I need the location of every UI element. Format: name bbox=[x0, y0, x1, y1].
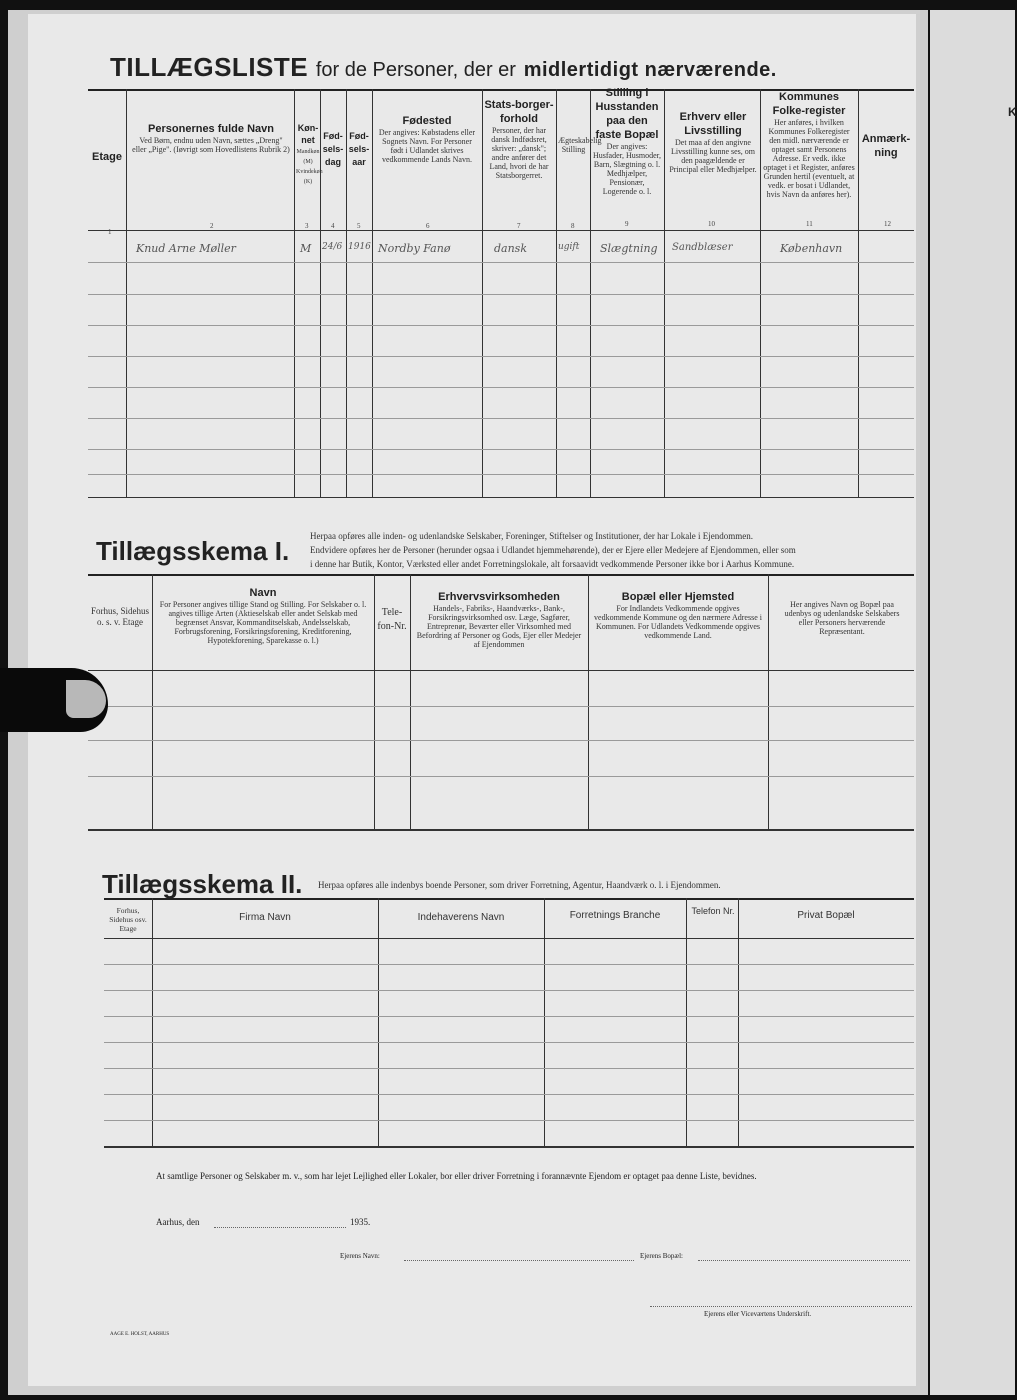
s1-col-sep bbox=[152, 574, 153, 829]
t1-col-sep bbox=[482, 89, 483, 497]
s2-row-line bbox=[104, 1042, 914, 1043]
hw-year: 1916 bbox=[348, 242, 371, 252]
t1-colnum: 2 bbox=[210, 222, 214, 230]
page-title bbox=[110, 52, 777, 83]
s2-col-sep bbox=[152, 898, 153, 1146]
skema1-text2: Endvidere opføres her de Personer (herunder ogsaa i Udlandet hjemmehørende), der er Ejere eller Medejere af Ejendommen, eller som bbox=[310, 545, 796, 555]
s2-col-phone: Telefon Nr. bbox=[691, 906, 735, 916]
signature-line bbox=[650, 1306, 912, 1307]
s1-col-phone: Tele-fon-Nr. bbox=[377, 607, 407, 632]
right-page bbox=[930, 10, 1015, 1395]
t1-row-line bbox=[88, 474, 914, 475]
s2-row-line bbox=[104, 1016, 914, 1017]
s2-header-rule bbox=[104, 938, 914, 939]
skema1-text3: i denne har Butik, Kontor, Værksted eller andet Forretningslokale, alt forsaavidt vedkommende Personer ikke bor i Aarhus Kommune. bbox=[310, 559, 795, 569]
t1-col-occupation: Erhverv eller Livsstilling Det maa af den angivne Livsstilling kunne ses, om den paagældende er Principal eller Medhjælper. bbox=[669, 111, 757, 174]
signature-label: Ejerens eller Viceværtens Underskrift. bbox=[704, 1310, 812, 1318]
skema2-title: Tillægsskema II. bbox=[102, 869, 303, 899]
t1-header-rule bbox=[88, 230, 914, 231]
owner-address-line bbox=[698, 1260, 910, 1261]
s2-col-branch: Forretnings Branche bbox=[569, 910, 661, 921]
title-bold: midlertidigt nærværende. bbox=[523, 59, 777, 81]
s1-col-sep bbox=[374, 574, 375, 829]
s2-row-line bbox=[104, 1120, 914, 1121]
t1-row-line bbox=[88, 294, 914, 295]
footer-place: Aarhus, den bbox=[156, 1217, 200, 1227]
t1-colnum: 5 bbox=[357, 222, 361, 230]
hw-name: Knud Arne Møller bbox=[136, 242, 236, 255]
s1-col-floor: Forhus, Sidehus o. s. v. Etage bbox=[90, 606, 149, 627]
t1-col-household: Stilling i Husstanden paa den faste Bopæl Der angives: Husfader, Husmoder, Barn, Slægtning o. l. Medhjælper, Pensionær, Logerende o. l. bbox=[592, 87, 661, 196]
s2-bottom-rule bbox=[104, 1146, 914, 1148]
printer-mark: AAGE E. HOLST, AARHUS bbox=[110, 1332, 170, 1337]
s2-col-private-address: Privat Bopæl bbox=[797, 910, 855, 921]
t1-col-sep bbox=[760, 89, 761, 497]
s2-col-sep bbox=[544, 898, 545, 1146]
t1-col-sep bbox=[590, 89, 591, 497]
s2-col-sep bbox=[378, 898, 379, 1146]
t1-col-sep bbox=[294, 89, 295, 497]
t1-colnum: 8 bbox=[571, 222, 575, 230]
t1-colnum: 3 bbox=[305, 222, 309, 230]
t1-col-remark: Anmærk-ning bbox=[861, 133, 911, 159]
hw-sex: M bbox=[300, 242, 312, 255]
s1-col-business: Erhvervsvirksomheden Handels-, Fabriks-, Haandværks-, Bank-, Forsikringsvirksomhed osv. Læge, Sagfører, Entreprenør, Beværter eller Virksomhed med Befordring af Personer og Gods, Ejer eller Medejer af Ejendommen bbox=[416, 591, 582, 649]
title-main: TILLÆGSLISTE bbox=[110, 52, 309, 82]
s1-col-sep bbox=[768, 574, 769, 829]
t1-col-marital: Ægteskabelig Stilling bbox=[558, 136, 602, 154]
s1-bottom-rule bbox=[88, 829, 914, 831]
hw-day: 24/6 bbox=[322, 242, 343, 252]
s2-row-line bbox=[104, 1094, 914, 1095]
t1-colnum: 4 bbox=[331, 222, 335, 230]
t1-col-sep bbox=[858, 89, 859, 497]
right-page-letter: K bbox=[1008, 105, 1017, 119]
t1-row-line bbox=[88, 325, 914, 326]
skema2-text: Herpaa opføres alle indenbys boende Personer, som driver Forretning, Agentur, Haandværk o. l. i Ejendommen. bbox=[318, 880, 721, 890]
t1-col-sep bbox=[126, 89, 127, 497]
date-dotted-line bbox=[214, 1227, 346, 1228]
t1-bottom-rule bbox=[88, 497, 914, 498]
t1-row-line bbox=[88, 356, 914, 357]
hw-marital: ugift bbox=[558, 242, 580, 252]
s1-row-line bbox=[88, 740, 914, 741]
title-mid: for de Personer, der er bbox=[315, 59, 516, 81]
s2-row-line bbox=[104, 990, 914, 991]
s2-col-sep bbox=[686, 898, 687, 1146]
t1-row-line bbox=[88, 449, 914, 450]
t1-row-line bbox=[88, 387, 914, 388]
t1-col-sex: Køn-net Mandkøn (M) Kvindekøn (K) bbox=[296, 123, 323, 185]
t1-col-sep bbox=[556, 89, 557, 497]
t1-colnum: 9 bbox=[625, 220, 629, 228]
s2-row-line bbox=[104, 964, 914, 965]
t1-col-name: Personernes fulde Navn Ved Børn, endnu uden Navn, sættes „Dreng" eller „Pige". (Iøvrigt som Hovedlistens Rubrik 2) bbox=[132, 123, 290, 154]
t1-colnum: 1 bbox=[108, 228, 112, 236]
s1-row-line bbox=[88, 706, 914, 707]
t1-col-register: Kommunes Folke-register Her anføres, i hvilken Kommunes Folkeregister den midl. nærværende er optaget samt Personens Adresse. Er vedk. ikke optaget i et Register, anføres Grunden hertil (eventuelt, at vedk. er bosat i Udlandet, hvis Navn da anføres her). bbox=[763, 91, 855, 199]
owner-address-label: Ejerens Bopæl: bbox=[640, 1252, 683, 1260]
hw-occupation: Sandblæser bbox=[672, 242, 733, 253]
t1-col-birthday: Fød-sels-dag bbox=[322, 131, 344, 167]
hw-birthplace: Nordby Fanø bbox=[378, 242, 451, 255]
footer-year: 1935. bbox=[350, 1217, 371, 1227]
s1-top-rule bbox=[88, 574, 914, 576]
s1-row-line bbox=[88, 776, 914, 777]
footer-statement: At samtlige Personer og Selskaber m. v., som har lejet Lejlighed eller Lokaler, bor eller driver Forretning i forannævnte Ejendom er optaget paa denne Liste, bevidnes. bbox=[156, 1171, 757, 1181]
s1-header-rule bbox=[88, 670, 914, 671]
form-page bbox=[28, 14, 916, 1386]
s2-col-firm: Firma Navn bbox=[239, 912, 291, 923]
t1-colnum: 10 bbox=[708, 220, 715, 228]
hw-position: Slægtning bbox=[600, 242, 658, 255]
t1-row-line bbox=[88, 262, 914, 263]
s2-row-line bbox=[104, 1068, 914, 1069]
skema1-title: Tillægsskema I. bbox=[96, 536, 290, 566]
t1-col-birthplace: Fødested Der angives: Købstadens eller Sognets Navn. For Personer født i Udlandet skrives vedkommende Lands Navn. bbox=[378, 115, 476, 164]
s2-col-sep bbox=[738, 898, 739, 1146]
thumbnail bbox=[66, 680, 106, 718]
s1-col-sep bbox=[588, 574, 589, 829]
t1-col-birthyear: Fød-sels-aar bbox=[348, 131, 370, 167]
hw-register: København bbox=[780, 242, 843, 255]
t1-col-sep bbox=[372, 89, 373, 497]
t1-col-citizenship: Stats-borger-forhold Personer, der har dansk Indfødsret, skriver: „dansk"; andre anfører det Land, hvori de har Statsborgerret. bbox=[484, 99, 554, 180]
s1-col-representative: Her angives Navn og Bopæl paa udenbys og udenlandske Selskabers eller Personers herværende Repræsentant. bbox=[784, 600, 900, 636]
t1-colnum: 6 bbox=[426, 222, 430, 230]
t1-colnum: 11 bbox=[806, 220, 813, 228]
s1-col-name: Navn For Personer angives tillige Stand og Stilling. For Selskaber o. l. angives tillige Arten (Aktieselskab eller andet Selskab med begrænset Ansvar, Kommanditselskab, Andelsselskab, Forbrugsforening, Forsikringsforening, Kreditforening, Hypotekforening, Sparekasse o. l.) bbox=[159, 587, 367, 645]
t1-col-etage: Etage bbox=[92, 151, 122, 163]
s2-col-owner: Indehaverens Navn bbox=[417, 912, 505, 923]
skema1-text1: Herpaa opføres alle inden- og udenlandske Selskaber, Foreninger, Stiftelser og Institutioner, der har Lokale i Ejendommen. bbox=[310, 531, 754, 541]
s2-col-floor: Forhus, Sidehus osv. Etage bbox=[109, 906, 147, 933]
s1-col-sep bbox=[410, 574, 411, 829]
t1-row-line bbox=[88, 418, 914, 419]
s1-col-residence: Bopæl eller Hjemsted For Indlandets Vedkommende opgives vedkommende Kommune og den nærmere Adresse i Kommunen. For Udlandets Vedkommende opgives vedkommende Land. bbox=[594, 591, 762, 640]
owner-name-label: Ejerens Navn: bbox=[340, 1252, 380, 1260]
hw-citizen: dansk bbox=[494, 242, 527, 255]
t1-colnum: 12 bbox=[884, 220, 891, 228]
t1-colnum: 7 bbox=[517, 222, 521, 230]
t1-col-sep bbox=[664, 89, 665, 497]
s2-top-rule bbox=[104, 898, 914, 900]
owner-name-line bbox=[404, 1260, 634, 1261]
